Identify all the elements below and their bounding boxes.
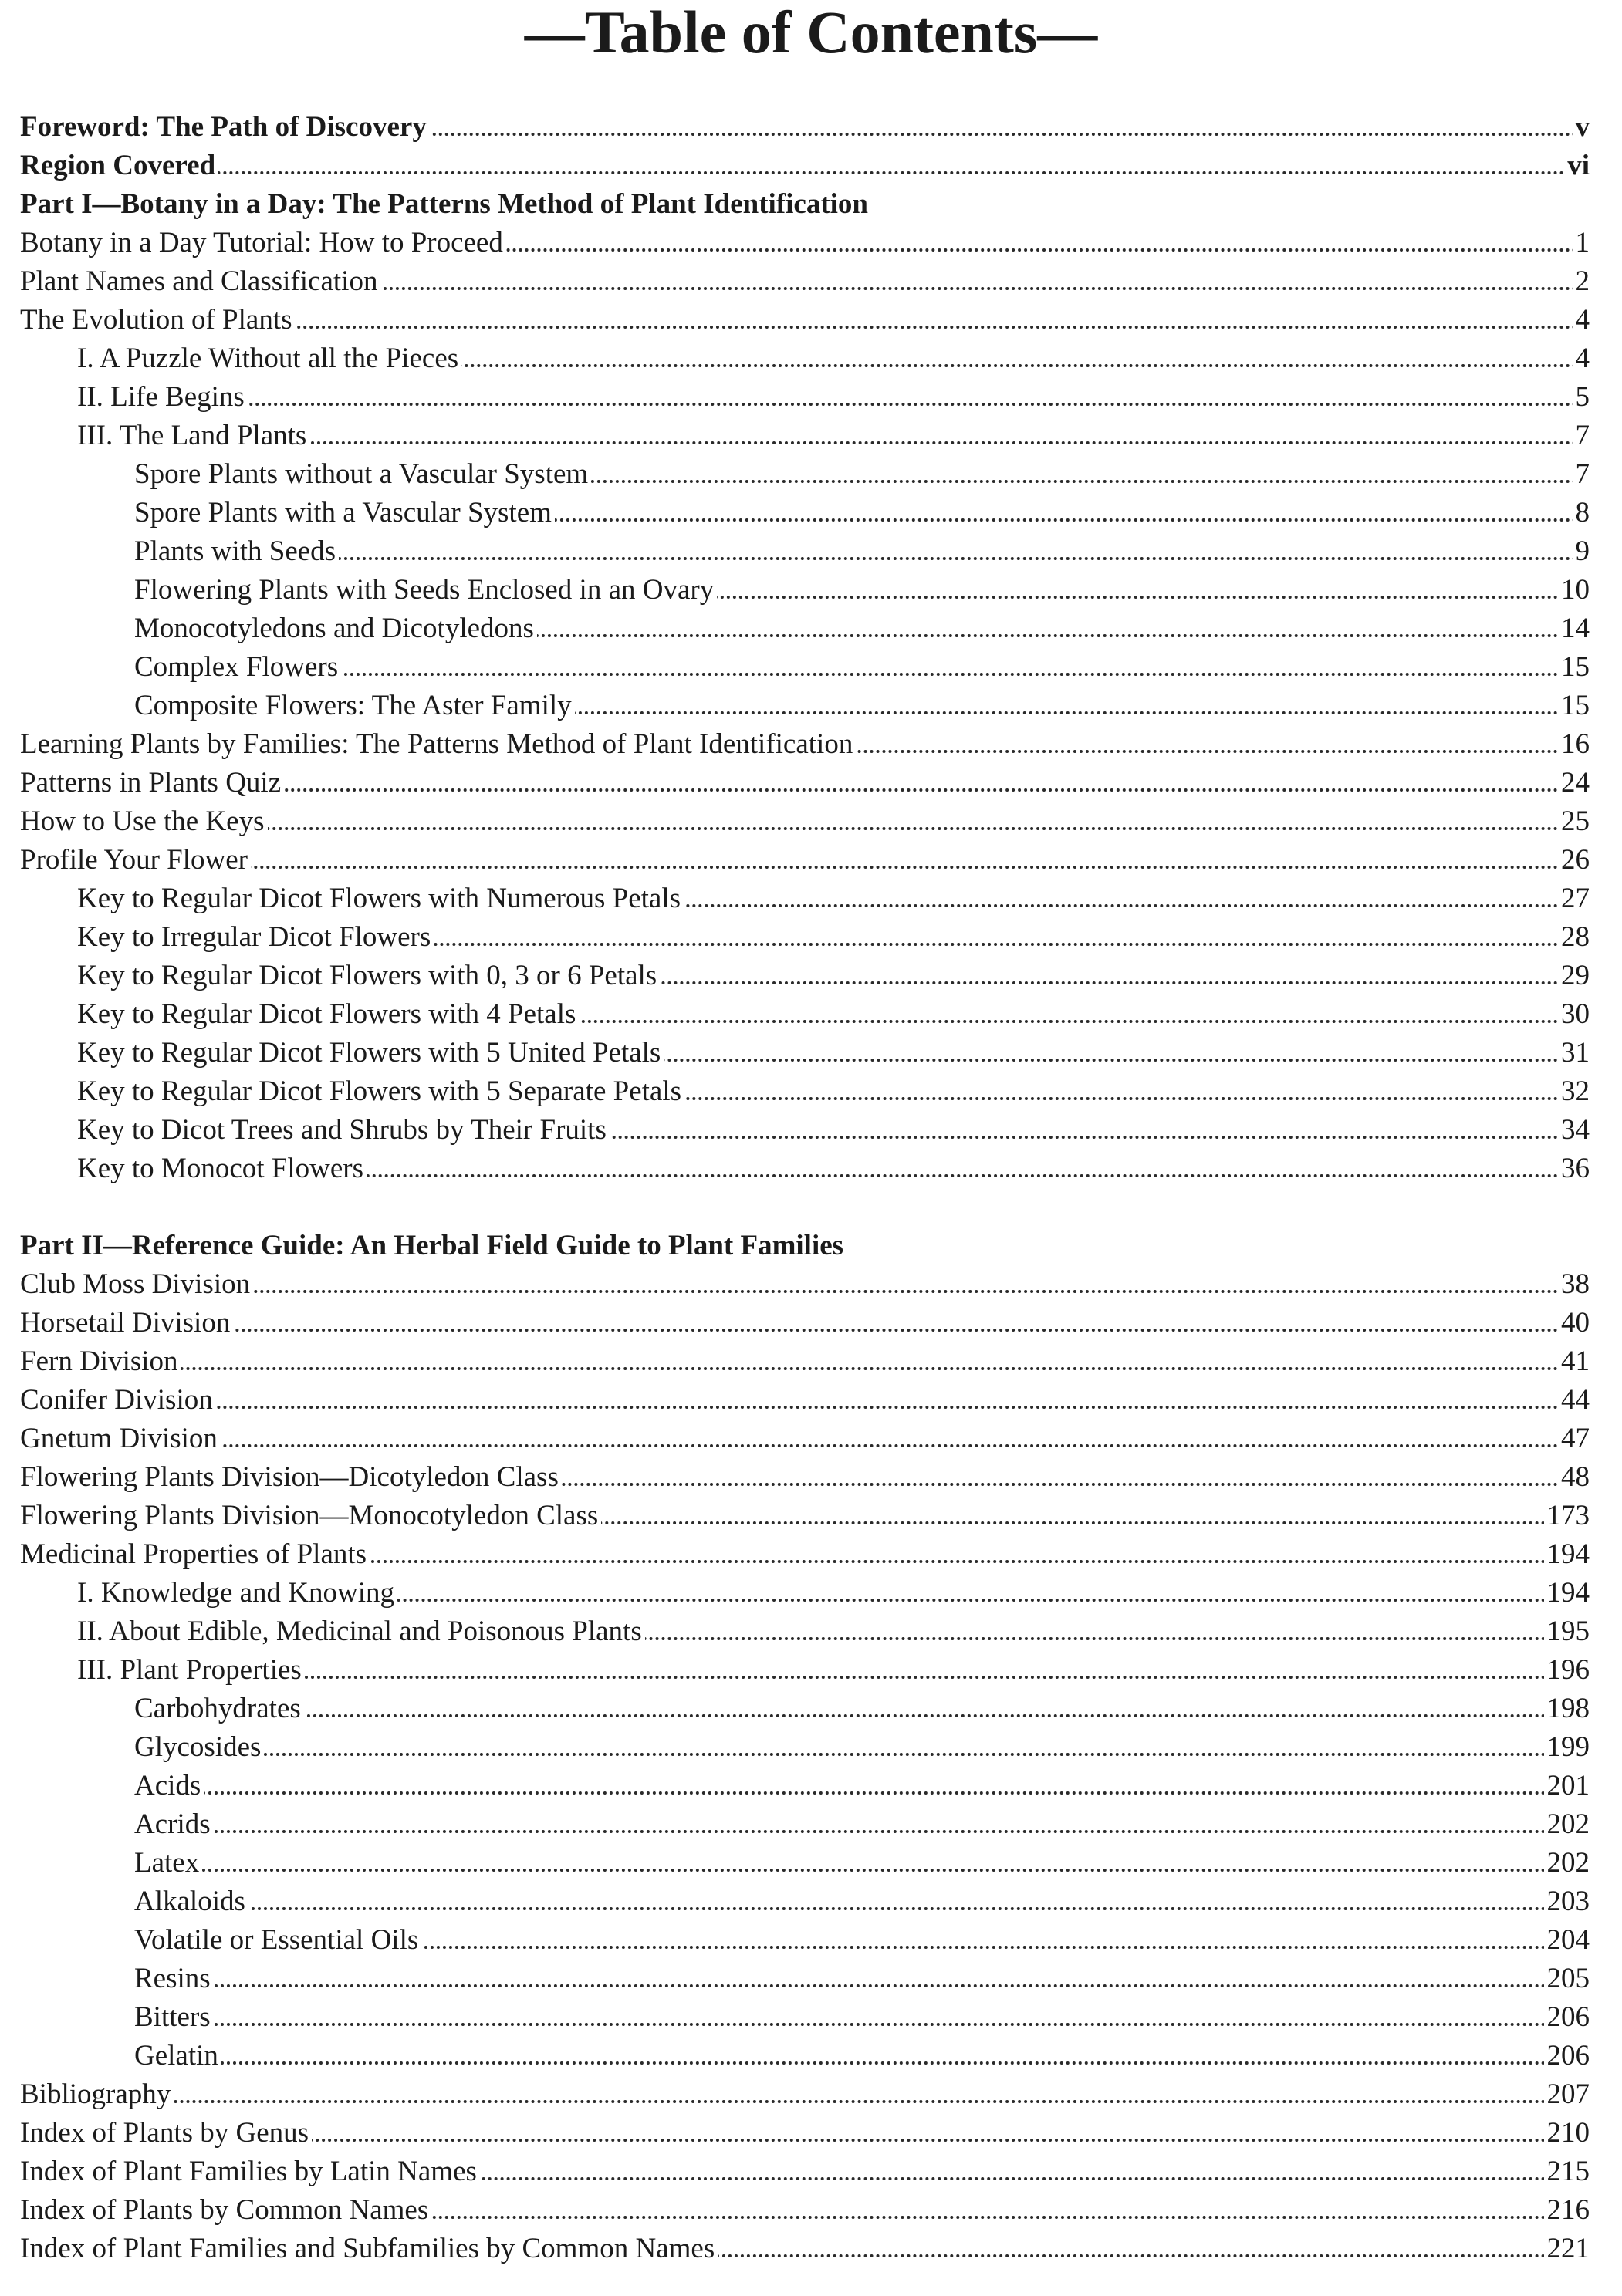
toc-entry[interactable] (20, 224, 1590, 262)
toc-entry[interactable] (20, 764, 1590, 802)
dot-leader (20, 1444, 1590, 1447)
toc-entry[interactable] (20, 494, 1590, 532)
toc-entry[interactable] (20, 1265, 1590, 1304)
toc-entry-label: Medicinal Properties of Plants (20, 1535, 370, 1574)
toc-entry-page: 47 (1558, 1420, 1590, 1458)
toc-entry-label: Composite Flowers: The Aster Family (134, 687, 575, 725)
toc-entry-page: 1 (1573, 224, 1590, 262)
toc-entry-label: Bibliography (20, 2075, 174, 2114)
toc-entry-label: Spore Plants without a Vascular System (134, 455, 591, 494)
toc-entry-page: 196 (1544, 1651, 1590, 1690)
toc-entry[interactable] (20, 1420, 1590, 1458)
toc-entry[interactable] (20, 1342, 1590, 1381)
toc-entry-page: 41 (1558, 1342, 1590, 1381)
dot-leader (77, 403, 1590, 406)
toc-entry[interactable] (20, 880, 1590, 918)
dot-leader (20, 1290, 1590, 1293)
toc-entry-page: 8 (1573, 494, 1590, 532)
toc-entry-page: 9 (1573, 532, 1590, 571)
toc-entry-label: Flowering Plants with Seeds Enclosed in an Ovary (134, 571, 717, 609)
toc-entry-label: Key to Regular Dicot Flowers with Numerous Petals (77, 880, 684, 918)
dot-leader (20, 171, 1590, 174)
toc-entry-page: 201 (1544, 1767, 1590, 1805)
toc-entry[interactable] (20, 1998, 1590, 2037)
toc-entry[interactable] (20, 802, 1590, 841)
toc-entry-page: 34 (1558, 1111, 1590, 1150)
toc-entry-page: 28 (1558, 918, 1590, 957)
toc-entry-page: 206 (1544, 2037, 1590, 2075)
toc-entry-label: Patterns in Plants Quiz (20, 764, 284, 802)
toc-entry-page: 206 (1544, 1998, 1590, 2037)
toc-entry-label: Carbohydrates (134, 1690, 304, 1728)
toc-entry-label: Botany in a Day Tutorial: How to Proceed (20, 224, 506, 262)
dot-leader (134, 1984, 1590, 1987)
toc-entry-page: 199 (1544, 1728, 1590, 1767)
toc-entry-page: 195 (1544, 1612, 1590, 1651)
toc-entry-label: II. Life Begins (77, 378, 248, 417)
toc-entry-label: III. The Land Plants (77, 417, 309, 455)
dot-leader (134, 1753, 1590, 1756)
toc-entry-label: Fern Division (20, 1342, 181, 1381)
toc-entry-label: How to Use the Keys (20, 802, 268, 841)
toc-entry[interactable] (20, 1690, 1590, 1728)
toc-entry[interactable] (20, 2191, 1590, 2230)
toc-entry-page: 27 (1558, 880, 1590, 918)
toc-entry[interactable] (20, 1497, 1590, 1535)
toc-entry[interactable] (20, 1882, 1590, 1921)
toc-entry-page: 203 (1544, 1882, 1590, 1921)
toc-entry-label: Plants with Seeds (134, 532, 339, 571)
toc-entry-label: Index of Plants by Genus (20, 2114, 312, 2152)
toc-entry-label: Learning Plants by Families: The Patterns Method of Plant Identification (20, 725, 856, 764)
toc-entry[interactable] (20, 1458, 1590, 1497)
toc-entry-page: 44 (1558, 1381, 1590, 1420)
toc-entry-label: Gelatin (134, 2037, 221, 2075)
toc-entry[interactable] (20, 1381, 1590, 1420)
toc-entry-page: v (1573, 108, 1590, 147)
dot-leader (20, 2100, 1590, 2103)
toc-entry-label: II. About Edible, Medicinal and Poisonous Plants (77, 1612, 645, 1651)
toc-entry[interactable] (20, 1111, 1590, 1150)
toc-entry[interactable] (20, 648, 1590, 687)
toc-entry-label: Key to Regular Dicot Flowers with 5 Separate Petals (77, 1072, 684, 1111)
page-title: —Table of Contents— (524, 0, 1098, 66)
toc-entry-label: The Evolution of Plants (20, 301, 296, 339)
toc-entry-page: 10 (1558, 571, 1590, 609)
dot-leader (20, 1329, 1590, 1332)
toc-entry-page: 24 (1558, 764, 1590, 802)
toc-entry[interactable] (20, 725, 1590, 764)
toc-entry[interactable] (20, 301, 1590, 339)
toc-entry[interactable] (20, 2075, 1590, 2114)
toc-entry-page: 25 (1558, 802, 1590, 841)
toc-entry[interactable] (20, 417, 1590, 455)
toc-entry-label: Region Covered (20, 147, 218, 185)
toc-entry-page: vi (1564, 147, 1590, 185)
toc-entry-label: Volatile or Essential Oils (134, 1921, 421, 1960)
toc-entry[interactable] (20, 841, 1590, 880)
toc-entry-label: Acids (134, 1767, 204, 1805)
toc-entry-page: 194 (1544, 1535, 1590, 1574)
dot-leader (134, 1791, 1590, 1795)
toc-entry-label: Flowering Plants Division—Dicotyledon Class (20, 1458, 562, 1497)
toc-entry-label: I. A Puzzle Without all the Pieces (77, 339, 461, 378)
toc-entry-page: 32 (1558, 1072, 1590, 1111)
toc-entry-label: Key to Regular Dicot Flowers with 4 Petals (77, 995, 579, 1034)
dot-leader (134, 1830, 1590, 1833)
toc-entry-page: 7 (1573, 455, 1590, 494)
toc-entry[interactable] (20, 1574, 1590, 1612)
toc-entry[interactable] (20, 995, 1590, 1034)
toc-entry-page: 215 (1544, 2152, 1590, 2191)
toc-entry-label: Plant Names and Classification (20, 262, 380, 301)
toc-part-heading[interactable] (20, 1227, 1590, 1265)
toc-entry-page: 210 (1544, 2114, 1590, 2152)
toc-entry-page: 31 (1558, 1034, 1590, 1072)
toc-entry-label: Index of Plant Families and Subfamilies by Common Names (20, 2230, 718, 2268)
toc-entry[interactable] (20, 957, 1590, 995)
toc-entry[interactable] (20, 1304, 1590, 1342)
toc-entry-page: 5 (1573, 378, 1590, 417)
toc-entry-page: 4 (1573, 301, 1590, 339)
toc-entry[interactable] (20, 108, 1590, 147)
toc-entry[interactable] (20, 147, 1590, 185)
toc-entry-label: Key to Dicot Trees and Shrubs by Their Fruits (77, 1111, 610, 1150)
toc-entry[interactable] (20, 918, 1590, 957)
toc-entry-label: Alkaloids (134, 1882, 248, 1921)
toc-entry-page: 202 (1544, 1844, 1590, 1882)
toc-entry-label: Horsetail Division (20, 1304, 233, 1342)
toc-entry-label: Acrids (134, 1805, 214, 1844)
toc-entry[interactable] (20, 1728, 1590, 1767)
toc-entry-page: 36 (1558, 1150, 1590, 1188)
toc-entry-label: Glycosides (134, 1728, 264, 1767)
toc-entry-page: 2 (1573, 262, 1590, 301)
toc-entry-label: Bitters (134, 1998, 214, 2037)
dot-leader (134, 1714, 1590, 1717)
toc-entry-label: Club Moss Division (20, 1265, 253, 1304)
toc-entry[interactable] (20, 609, 1590, 648)
dot-leader (20, 866, 1590, 869)
toc-list (20, 108, 1590, 2268)
toc-entry-page: 202 (1544, 1805, 1590, 1844)
toc-entry[interactable] (20, 1767, 1590, 1805)
toc-entry-label: Key to Monocot Flowers (77, 1150, 367, 1188)
toc-part-label: Part II—Reference Guide: An Herbal Field Guide to Plant Families (20, 1227, 846, 1265)
toc-entry-page: 40 (1558, 1304, 1590, 1342)
toc-entry-page: 4 (1573, 339, 1590, 378)
toc-part-label: Part I—Botany in a Day: The Patterns Method of Plant Identification (20, 185, 871, 224)
toc-entry[interactable] (20, 1034, 1590, 1072)
toc-entry-page: 194 (1544, 1574, 1590, 1612)
toc-entry-label: Conifer Division (20, 1381, 216, 1420)
toc-entry-label: Key to Irregular Dicot Flowers (77, 918, 434, 957)
toc-entry[interactable] (20, 1805, 1590, 1844)
toc-entry[interactable] (20, 1921, 1590, 1960)
toc-entry[interactable] (20, 378, 1590, 417)
toc-entry[interactable] (20, 1960, 1590, 1998)
toc-entry-label: Key to Regular Dicot Flowers with 5 United Petals (77, 1034, 664, 1072)
toc-entry-page: 15 (1558, 687, 1590, 725)
toc-entry-label: Latex (134, 1844, 202, 1882)
toc-entry-label: Spore Plants with a Vascular System (134, 494, 555, 532)
toc-entry[interactable] (20, 532, 1590, 571)
toc-entry-page: 26 (1558, 841, 1590, 880)
toc-entry[interactable] (20, 687, 1590, 725)
toc-entry[interactable] (20, 2152, 1590, 2191)
toc-entry-page: 38 (1558, 1265, 1590, 1304)
toc-entry-label: Gnetum Division (20, 1420, 221, 1458)
toc-entry-label: Key to Regular Dicot Flowers with 0, 3 or 6 Petals (77, 957, 660, 995)
toc-entry-label: Complex Flowers (134, 648, 341, 687)
toc-entry-page: 207 (1544, 2075, 1590, 2114)
toc-entry-page: 30 (1558, 995, 1590, 1034)
toc-entry-page: 205 (1544, 1960, 1590, 1998)
dot-leader (134, 2061, 1590, 2065)
toc-entry-label: Foreword: The Path of Discovery (20, 108, 430, 147)
toc-entry-page: 173 (1544, 1497, 1590, 1535)
toc-entry[interactable] (20, 571, 1590, 609)
toc-entry-page: 29 (1558, 957, 1590, 995)
toc-entry-label: III. Plant Properties (77, 1651, 305, 1690)
toc-entry-page: 7 (1573, 417, 1590, 455)
toc-entry[interactable] (20, 1651, 1590, 1690)
toc-entry-label: Profile Your Flower (20, 841, 251, 880)
toc-entry[interactable] (20, 1072, 1590, 1111)
toc-entry-label: Index of Plants by Common Names (20, 2191, 431, 2230)
toc-entry-page: 204 (1544, 1921, 1590, 1960)
dot-leader (134, 2023, 1590, 2026)
toc-entry[interactable] (20, 339, 1590, 378)
dot-leader (20, 1367, 1590, 1370)
toc-entry-page: 198 (1544, 1690, 1590, 1728)
toc-entry-page: 16 (1558, 725, 1590, 764)
toc-entry-label: Resins (134, 1960, 214, 1998)
toc-entry[interactable] (20, 2037, 1590, 2075)
dot-leader (134, 1907, 1590, 1910)
toc-entry-page: 48 (1558, 1458, 1590, 1497)
toc-entry[interactable] (20, 2230, 1590, 2268)
toc-part-heading[interactable] (20, 185, 1590, 224)
dot-leader (134, 673, 1590, 676)
toc-entry[interactable] (20, 1150, 1590, 1188)
toc-entry-page: 216 (1544, 2191, 1590, 2230)
toc-entry[interactable] (20, 455, 1590, 494)
toc-entry-label: Flowering Plants Division—Monocotyledon Class (20, 1497, 601, 1535)
toc-entry[interactable] (20, 2114, 1590, 2152)
toc-entry-page: 221 (1544, 2230, 1590, 2268)
dot-leader (134, 1869, 1590, 1872)
toc-entry[interactable] (20, 262, 1590, 301)
toc-entry-label: Index of Plant Families by Latin Names (20, 2152, 480, 2191)
toc-entry-page: 14 (1558, 609, 1590, 648)
toc-entry-label: Monocotyledons and Dicotyledons (134, 609, 537, 648)
toc-entry-page: 15 (1558, 648, 1590, 687)
toc-entry[interactable] (20, 1535, 1590, 1574)
toc-entry[interactable] (20, 1844, 1590, 1882)
dot-leader (20, 1406, 1590, 1409)
dot-leader (134, 557, 1590, 560)
toc-entry[interactable] (20, 1612, 1590, 1651)
toc-entry-label: I. Knowledge and Knowing (77, 1574, 397, 1612)
